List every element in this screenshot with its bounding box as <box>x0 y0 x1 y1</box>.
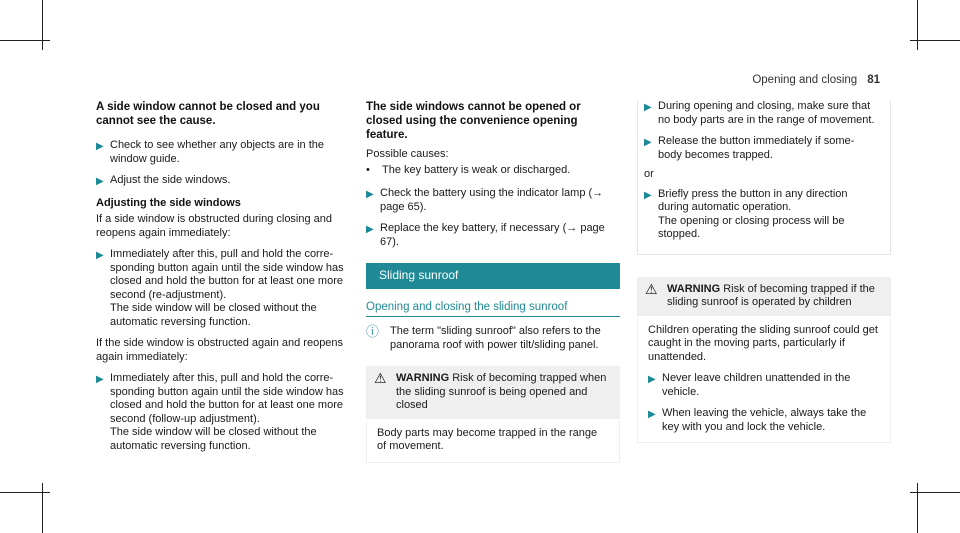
crop-mark <box>42 0 43 50</box>
crop-mark <box>42 483 43 533</box>
arrow-right-icon: ▶ <box>96 374 104 385</box>
warning-triangle-icon: ⚠ <box>374 370 387 386</box>
page-number: 81 <box>867 74 880 86</box>
instruction-step: ▶ Adjust the side windows. <box>96 174 231 187</box>
instruction-step: ▶ During opening and closing, make sure that no body parts are in the range of movement. <box>644 100 875 126</box>
instruction-step: ▶ Replace the key battery, if necessary (→ page 67). <box>366 222 605 248</box>
heading-adjusting-windows: Adjusting the side windows <box>96 196 241 209</box>
arrow-right-icon: ▶ <box>96 250 104 261</box>
instruction-step: ▶ When leaving the vehicle, always take the key with you and lock the vehicle. <box>648 407 867 433</box>
arrow-right-icon: ▶ <box>644 137 652 148</box>
instruction-step: ▶ Check to see whether any objects are in the window guide. <box>96 139 325 165</box>
instruction-step: ▶ Briefly press the button in any direction during automatic operation. The opening or closing process will be stopped. <box>644 187 848 240</box>
paragraph: If a side window is obstructed during closing and reopens again immediately: <box>96 213 333 239</box>
instruction-step: ▶ Check the battery using the indicator lamp (→ page 65). <box>366 187 604 213</box>
steps-panel <box>637 100 891 255</box>
crop-mark <box>917 483 918 533</box>
warning-box: ⚠ WARNING Risk of becoming trapped when the sliding sunroof is being opened and closed Body parts may become trapped in the range of movement. <box>366 366 620 463</box>
heading-convenience-opening: The side windows cannot be opened or closed using the convenience opening feature. <box>366 101 581 141</box>
heading-window-cannot-close: A side window cannot be closed and you cannot see the cause. <box>96 101 320 127</box>
arrow-right-icon: ▶ <box>644 189 652 201</box>
arrow-right-icon: ▶ <box>644 102 652 113</box>
warning-body: Children operating the sliding sunroof could get caught in the moving parts, particularly if unattended. <box>648 323 878 363</box>
warning-label: WARNING <box>396 372 450 384</box>
causes-label: Possible causes: <box>366 148 449 160</box>
subheading-opening-closing-sunroof: Opening and closing the sliding sunroof <box>366 301 620 318</box>
instruction-step: ▶ Immediately after this, pull and hold the corre- sponding button again until the side window has closed and hold the button for at least one more second (follow-up adjustment). The side window will be closed without the automatic reversing function. <box>96 372 344 452</box>
arrow-right-icon: ▶ <box>366 189 374 200</box>
arrow-right-icon: ▶ <box>648 374 656 385</box>
warning-box: ⚠ WARNING Risk of becoming trapped if the sliding sunroof is operated by children Children operating the sliding sunroof could get caught in the moving parts, particularly if unattended. ▶ Never leave children unattended in the vehicle. ▶ When leaving the vehicle, always take the key with you and lock the vehicle. <box>637 277 891 444</box>
warning-label: WARNING <box>667 282 721 295</box>
page-header <box>752 74 880 86</box>
header-title: Opening and closing <box>752 74 858 86</box>
or-text: or <box>644 168 654 180</box>
crop-mark <box>917 0 918 50</box>
note: ⓘ The term "sliding sunroof" also refers to the panorama roof with power tilt/sliding panel. <box>366 324 601 351</box>
arrow-right-icon: ▶ <box>366 224 374 235</box>
warning-body: Body parts may become trapped in the range of movement. <box>366 421 620 463</box>
section-title-sliding-sunroof: Sliding sunroof <box>366 263 620 289</box>
paragraph: If the side window is obstructed again and reopens again immediately: <box>96 337 344 363</box>
column-1 <box>96 100 348 461</box>
instruction-step: ▶ Never leave children unattended in the vehicle. <box>648 372 851 398</box>
arrow-right-icon: ▶ <box>96 176 104 187</box>
info-icon: ⓘ <box>366 324 380 339</box>
column-3 <box>637 100 891 443</box>
column-2 <box>366 100 620 463</box>
list-item: • The key battery is weak or discharged. <box>366 163 571 176</box>
warning-triangle-icon: ⚠ <box>645 280 658 297</box>
arrow-right-icon: ▶ <box>648 409 656 420</box>
arrow-right-icon: ▶ <box>96 141 104 152</box>
instruction-step: ▶ Release the button immediately if some- body becomes trapped. <box>644 135 855 161</box>
instruction-step: ▶ Immediately after this, pull and hold the corre- sponding button again until the side window has closed and hold the button for at least one more second (re-adjustment). The side window will be closed without the automatic reversing function. <box>96 248 344 328</box>
